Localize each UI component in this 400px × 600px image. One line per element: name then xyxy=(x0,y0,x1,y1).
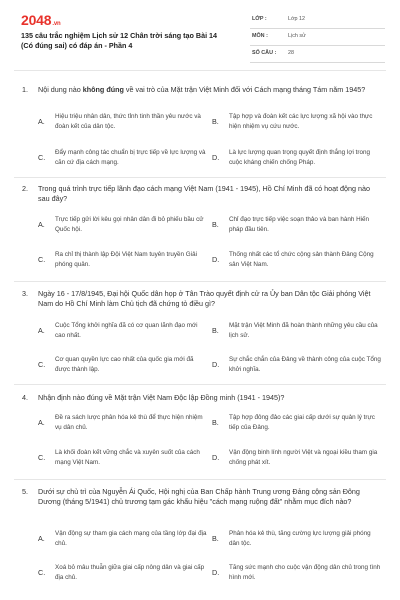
meta-table xyxy=(250,12,385,63)
meta-row-class xyxy=(250,12,385,29)
meta-row-subject xyxy=(250,29,385,46)
question-text: Trong quá trình trực tiếp lãnh đạo cách mạng Việt Nam (1941 - 1945), Hồ Chí Minh đã có hoạt động nào sau đây? xyxy=(38,184,371,204)
divider xyxy=(14,177,386,178)
option-text: Sự chắc chắn của Đảng về thành công của cuộc Tổng khởi nghĩa. xyxy=(229,356,381,373)
question-text: Nội dung nào không đúng về vai trò của Mặt trận Việt Minh đối với Cách mạng tháng Tám năm 1945? xyxy=(38,85,366,94)
option-text: Cuộc Tổng khởi nghĩa đã có cơ quan lãnh đạo mới cao nhất. xyxy=(55,322,198,339)
divider xyxy=(14,384,386,385)
question-number: 3. xyxy=(22,289,28,298)
option-text: Thống nhất các tổ chức cộng sản thành Đảng Cộng sản Việt Nam. xyxy=(229,251,374,268)
option-text: Trực tiếp gửi lời kêu gọi nhân dân đi bỏ phiếu bầu cử Quốc hội. xyxy=(55,216,204,233)
divider xyxy=(14,70,386,71)
option-text: Cơ quan quyền lực cao nhất của quốc gia mới đã được thành lập. xyxy=(55,356,194,373)
option-text: Là khối đoàn kết vững chắc và xuyên suốt của cách mạng Việt Nam. xyxy=(55,449,200,466)
question-text: Dưới sự chủ trì của Nguyễn Ái Quốc, Hội nghị của Ban Chấp hành Trung ương Đảng cộng sản Đông Dương (tháng 5/1941) chủ trương tạm gác khẩu hiệu "cách mạng ruộng đất" nhằm mục đích nào? xyxy=(38,487,360,507)
question-number: 4. xyxy=(22,393,28,402)
divider xyxy=(14,479,386,480)
meta-key: SỐ CÂU : xyxy=(252,50,277,56)
question-number: 1. xyxy=(22,85,28,94)
option-text: Tập hợp đông đảo các giai cấp dưới sự quản lý trực tiếp của Đảng. xyxy=(229,414,375,431)
option-text: Ra chỉ thị thành lập Đội Việt Nam tuyên truyền Giải phóng quân. xyxy=(55,251,197,268)
option-text: Mặt trận Việt Minh đã hoàn thành những yêu cầu của lịch sử. xyxy=(229,322,378,339)
question-number: 5. xyxy=(22,487,28,496)
site-logo[interactable]: 2048.vn xyxy=(21,12,61,28)
option-text: Tập hợp và đoàn kết các lực lượng xã hội vào thực hiện nhiệm vụ cứu nước. xyxy=(229,113,373,130)
option-text: Phân hóa kẻ thù, tăng cường lực lượng giải phóng dân tộc. xyxy=(229,530,371,547)
divider xyxy=(14,281,386,282)
meta-value: Lịch sử xyxy=(288,33,306,39)
option-text: Hiệu triệu nhân dân, thức tỉnh tinh thần yêu nước và đoàn kết của dân tộc. xyxy=(55,113,201,130)
option-text: Chỉ đạo trực tiếp việc soạn thảo và ban hành Hiến pháp đầu tiên. xyxy=(229,216,370,233)
page-header xyxy=(0,0,400,68)
option-text: Vận động binh lính người Việt và ngoại kiều tham gia chống phát xít. xyxy=(229,449,378,466)
meta-value: Lớp 12 xyxy=(288,16,306,22)
meta-value: 28 xyxy=(288,50,294,56)
meta-row-count xyxy=(250,46,385,63)
meta-key: MÔN : xyxy=(252,33,268,39)
page-title: 135 câu trắc nghiệm Lịch sử 12 Chân trời sáng tạo Bài 14 (Có đúng sai) có đáp án - Phần 4 xyxy=(21,31,218,50)
meta-key: LỚP : xyxy=(252,16,267,22)
question-number: 2. xyxy=(22,184,28,193)
option-text: Vận động sự tham gia cách mạng của tầng lớp đại địa chủ. xyxy=(55,530,207,547)
option-text: Đề ra sách lược phân hóa kẻ thù để thực hiện nhiệm vụ dân chủ. xyxy=(55,414,203,431)
option-text: Xoá bỏ mâu thuẫn giữa giai cấp nông dân và giai cấp địa chủ. xyxy=(55,564,205,581)
question-text: Nhận định nào đúng về Mặt trận Việt Nam Độc lập Đồng minh (1941 - 1945)? xyxy=(38,393,285,402)
option-text: Đẩy mạnh công tác chuẩn bị trực tiếp về lực lượng và căn cứ địa cách mạng. xyxy=(55,149,206,166)
option-text: Tăng sức mạnh cho cuộc vận động dân chủ trong tình hình mới. xyxy=(229,564,381,581)
option-text: Là lực lượng quan trọng quyết định thắng lợi trong cuộc kháng chiến chống Pháp. xyxy=(229,149,370,166)
question-text: Ngày 16 - 17/8/1945, Đại hội Quốc dân họp ở Tân Trào quyết định cử ra Ủy ban Dân tộc Giải phóng Việt Nam do Hồ Chí Minh làm Chủ tịch đã chứng tỏ điều gì? xyxy=(38,289,371,309)
